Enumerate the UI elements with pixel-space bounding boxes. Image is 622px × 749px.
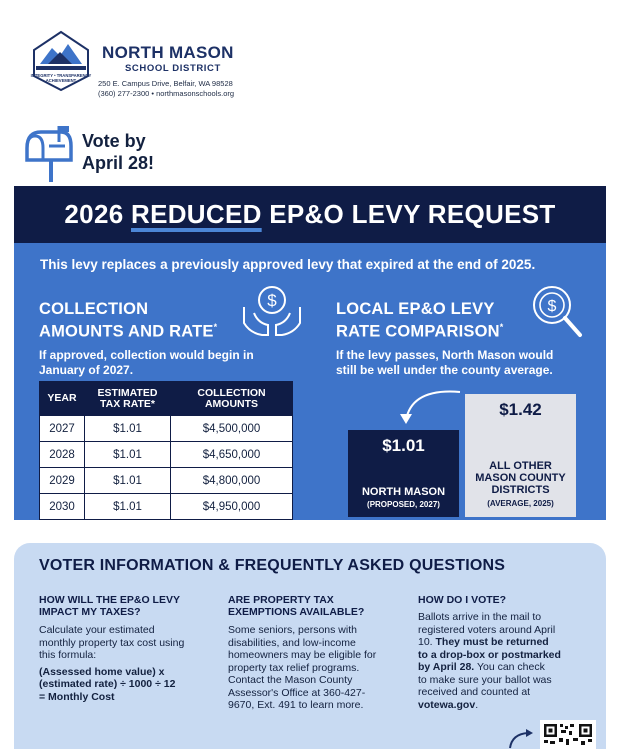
header-collection-line2: AMOUNTS [204, 397, 259, 410]
faq-a2-line: 9670, Ext. 491 to learn more. [228, 699, 364, 711]
money-hands-icon [240, 283, 304, 339]
comparison-title-line2 [336, 318, 503, 341]
header-year-text: YEAR [47, 392, 77, 404]
comparison-title-line1: LOCAL EP&O LEVY [336, 300, 495, 318]
bar-label-other-line1: ALL OTHER [489, 460, 552, 472]
table-row [40, 442, 293, 468]
formula-line: (estimated rate) ÷ 1000 ÷ 12 [39, 678, 176, 690]
collection-title [39, 300, 217, 341]
comparison-desc [336, 348, 553, 378]
faq-a1-line: Calculate your estimated [39, 624, 155, 636]
faq-a3-bold: They must be returned [435, 636, 549, 648]
vote-by-deadline [82, 130, 154, 174]
cell-year: 2029 [40, 468, 85, 494]
faq-q1-line1: HOW WILL THE EP&O LEVY [39, 594, 180, 606]
header-tax-rate-line1: ESTIMATED [97, 386, 158, 399]
curved-arrow-small-icon [508, 728, 534, 749]
title-highlight: REDUCED [131, 199, 262, 229]
faq-a3-line: to make sure your ballot was [418, 673, 552, 686]
faq-answer-vote [418, 611, 561, 711]
cell-rate: $1.01 [85, 416, 171, 442]
bar-value-other: $1.42 [499, 400, 542, 419]
faq-q2-line2: EXEMPTIONS AVAILABLE? [228, 606, 365, 618]
faq-a2-line: Some seniors, persons with [228, 624, 357, 636]
table-row [40, 468, 293, 494]
svg-text:$: $ [547, 298, 557, 315]
faq-a3-line: Ballots arrive in the mail to [418, 611, 542, 623]
comparison-title-mark: * [499, 322, 504, 332]
faq-a2-line: disabilities, and low-income [228, 636, 356, 649]
district-name: NORTH MASON [102, 43, 234, 62]
cell-rate: $1.01 [85, 494, 171, 520]
comparison-desc-line2: still be well under the county average. [336, 363, 553, 377]
magnifier-money-icon [528, 283, 588, 343]
faq-a1-line: monthly property tax cost using [39, 636, 185, 649]
faq-question-vote: HOW DO I VOTE? [418, 594, 507, 606]
intro-text: This levy replaces a previously approved levy that expired at the end of 2025. [40, 257, 536, 272]
title-banner [14, 186, 606, 243]
cell-amount: $4,500,000 [171, 416, 293, 442]
collection-desc-line2: January of 2027. [39, 363, 134, 377]
votewa-link[interactable]: votewa.gov [418, 698, 476, 711]
curved-arrow-icon [396, 384, 476, 428]
faq-answer-exemptions [228, 624, 376, 712]
faq-a3-text: 10. [418, 636, 436, 648]
faq-a3-line [418, 636, 561, 649]
table-row [40, 416, 293, 442]
faq-a3-line [418, 699, 561, 712]
address-line: 250 E. Campus Drive, Belfair, WA 98528 [98, 79, 233, 88]
collection-desc-line1: If approved, collection would begin in [39, 348, 254, 362]
levy-table-header [40, 382, 293, 416]
levy-table [39, 381, 293, 520]
header-year [40, 382, 85, 416]
qr-code-icon[interactable] [540, 720, 596, 749]
chart-bar-other-districts [465, 394, 576, 517]
vote-by-line1: Vote by [82, 131, 146, 151]
header-tax-rate [85, 382, 171, 416]
collection-title-mark: * [213, 322, 218, 332]
mailbox-icon [21, 122, 77, 184]
comparison-title [336, 300, 503, 341]
faq-a3-line: received and counted at [418, 686, 531, 698]
contact-line: (360) 277-2300 • northmasonschools.org [98, 89, 235, 98]
faq-a1-line: this formula: [39, 649, 97, 661]
faq-q1-line2: IMPACT MY TAXES? [39, 606, 141, 618]
bar-label-north-mason: NORTH MASON [361, 486, 446, 498]
faq-a3-line: registered voters around April [418, 623, 556, 636]
cell-year: 2030 [40, 494, 85, 520]
page-title [14, 186, 606, 243]
header-collection-line1: COLLECTION [197, 386, 266, 399]
cell-amount: $4,800,000 [171, 468, 293, 494]
table-row [40, 494, 293, 520]
faq-a3-bold: to a drop-box or postmarked [418, 648, 561, 661]
faq-a2-line: Contact the Mason County [228, 674, 353, 686]
comparison-desc-line1: If the levy passes, North Mason would [336, 348, 554, 362]
cell-rate: $1.01 [85, 442, 171, 468]
title-prefix: 2026 [64, 199, 131, 229]
bar-note-north-mason: (PROPOSED, 2027) [367, 500, 440, 509]
cell-amount: $4,950,000 [171, 494, 293, 520]
collection-title-line2 [39, 318, 217, 341]
faq-a3-line [418, 661, 561, 674]
bar-label-other-line3: DISTRICTS [491, 484, 550, 496]
district-logo [30, 30, 92, 92]
header-collection [171, 382, 293, 416]
collection-title-line1: COLLECTION [39, 300, 149, 318]
faq-question-taxes [39, 594, 180, 618]
header-tax-rate-line2: TAX RATE* [99, 397, 156, 410]
chart-bar-north-mason [348, 430, 459, 517]
faq-answer-taxes [39, 624, 184, 703]
formula-line: (Assessed home value) x [39, 665, 165, 678]
svg-text:$: $ [267, 291, 277, 310]
collection-title-text: AMOUNTS AND RATE [39, 322, 214, 341]
bar-value-north-mason: $1.01 [382, 436, 425, 455]
formula-line: = Monthly Cost [39, 690, 115, 703]
comparison-title-text: RATE COMPARISON [336, 322, 500, 341]
bar-label-other-line2: MASON COUNTY [475, 472, 566, 484]
cell-year: 2028 [40, 442, 85, 468]
bar-note-other: (AVERAGE, 2025) [487, 499, 554, 508]
district-subtitle: SCHOOL DISTRICT [125, 63, 221, 74]
faq-q2-line1: ARE PROPERTY TAX [228, 594, 334, 606]
faq-a3-text: . [475, 698, 479, 711]
faq-a2-line: homeowners may be eligible for [228, 649, 377, 661]
district-address [98, 79, 234, 99]
faq-a2-line: Assessor's Office at 360-427- [228, 686, 366, 699]
faq-a3-bold: by April 28. [418, 661, 475, 673]
faq-question-exemptions [228, 594, 364, 618]
vote-by-line2: April 28! [82, 153, 155, 173]
svg-text:INTEGRITY • TRANSPARENCY: INTEGRITY • TRANSPARENCY [30, 73, 92, 78]
cell-amount: $4,650,000 [171, 442, 293, 468]
collection-desc [39, 348, 254, 378]
faq-title: VOTER INFORMATION & FREQUENTLY ASKED QUESTIONS [39, 557, 506, 574]
cell-rate: $1.01 [85, 468, 171, 494]
faq-a2-line: property tax relief programs. [228, 661, 360, 674]
title-suffix: EP&O LEVY REQUEST [261, 199, 556, 229]
faq-a3-text: You can check [474, 661, 545, 673]
svg-text:ACHIEVEMENT: ACHIEVEMENT [45, 78, 77, 83]
cell-year: 2027 [40, 416, 85, 442]
faq-a3-line [418, 649, 561, 662]
